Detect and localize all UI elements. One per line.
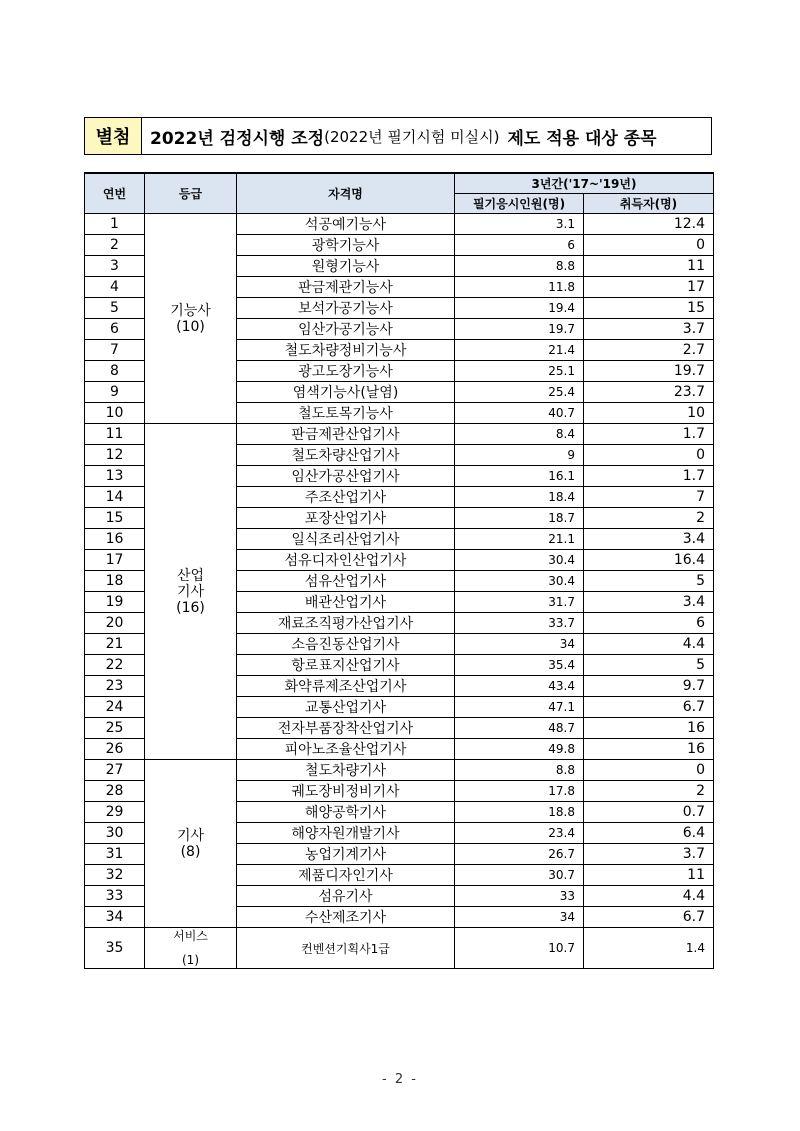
row-number: 17 xyxy=(85,550,145,571)
applicants-value: 43.4 xyxy=(455,676,584,697)
qualification-name: 광고도장기능사 xyxy=(237,361,455,382)
qualification-name: 교통산업기사 xyxy=(237,697,455,718)
row-number: 32 xyxy=(85,865,145,886)
row-number: 10 xyxy=(85,403,145,424)
qualification-name: 임산가공산업기사 xyxy=(237,466,455,487)
row-number: 14 xyxy=(85,487,145,508)
qualification-name: 섬유산업기사 xyxy=(237,571,455,592)
acquirers-value: 2 xyxy=(584,781,714,802)
row-number: 1 xyxy=(85,214,145,235)
acquirers-value: 5 xyxy=(584,571,714,592)
row-number: 2 xyxy=(85,235,145,256)
applicants-value: 8.8 xyxy=(455,760,584,781)
acquirers-value: 17 xyxy=(584,277,714,298)
grade-count: (10) xyxy=(176,318,205,335)
qualification-name: 판금제관기능사 xyxy=(237,277,455,298)
qualification-name: 화약류제조산업기사 xyxy=(237,676,455,697)
row-number: 19 xyxy=(85,592,145,613)
row-number: 8 xyxy=(85,361,145,382)
table-row xyxy=(85,424,714,445)
table-body xyxy=(85,214,714,969)
applicants-value: 33 xyxy=(455,886,584,907)
applicants-value: 25.1 xyxy=(455,361,584,382)
applicants-value: 21.4 xyxy=(455,340,584,361)
row-number: 6 xyxy=(85,319,145,340)
qualification-name: 섬유기사 xyxy=(237,886,455,907)
row-number: 30 xyxy=(85,823,145,844)
row-number: 33 xyxy=(85,886,145,907)
qualification-name: 섬유디자인산업기사 xyxy=(237,550,455,571)
qualification-name: 제품디자인기사 xyxy=(237,865,455,886)
applicants-value: 23.4 xyxy=(455,823,584,844)
qualification-name: 원형기능사 xyxy=(237,256,455,277)
grade-cell xyxy=(145,424,237,760)
applicants-value: 25.4 xyxy=(455,382,584,403)
header-no: 연번 xyxy=(85,173,145,214)
row-number: 3 xyxy=(85,256,145,277)
row-number: 23 xyxy=(85,676,145,697)
grade-cell xyxy=(145,928,237,969)
acquirers-value: 3.4 xyxy=(584,592,714,613)
applicants-value: 33.7 xyxy=(455,613,584,634)
row-number: 18 xyxy=(85,571,145,592)
applicants-value: 19.7 xyxy=(455,319,584,340)
row-number: 27 xyxy=(85,760,145,781)
grade-label: 서비스 xyxy=(173,929,208,943)
acquirers-value: 9.7 xyxy=(584,676,714,697)
row-number: 11 xyxy=(85,424,145,445)
qualification-name: 광학기능사 xyxy=(237,235,455,256)
qualification-name: 농업기계기사 xyxy=(237,844,455,865)
applicants-value: 18.7 xyxy=(455,508,584,529)
acquirers-value: 4.4 xyxy=(584,634,714,655)
applicants-value: 48.7 xyxy=(455,718,584,739)
qualification-name: 해양자원개발기사 xyxy=(237,823,455,844)
applicants-value: 30.4 xyxy=(455,550,584,571)
acquirers-value: 15 xyxy=(584,298,714,319)
acquirers-value: 7 xyxy=(584,487,714,508)
applicants-value: 31.7 xyxy=(455,592,584,613)
qualification-name: 염색기능사(날염) xyxy=(237,382,455,403)
acquirers-value: 6.7 xyxy=(584,697,714,718)
acquirers-value: 19.7 xyxy=(584,361,714,382)
grade-cell xyxy=(145,760,237,928)
table-row xyxy=(85,214,714,235)
acquirers-value: 6.4 xyxy=(584,823,714,844)
applicants-value: 16.1 xyxy=(455,466,584,487)
qualification-name: 석공예기능사 xyxy=(237,214,455,235)
grade-count: (8) xyxy=(180,843,201,860)
qualification-name: 포장산업기사 xyxy=(237,508,455,529)
acquirers-value: 10 xyxy=(584,403,714,424)
qualification-name: 해양공학기사 xyxy=(237,802,455,823)
applicants-value: 8.8 xyxy=(455,256,584,277)
header-name: 자격명 xyxy=(237,173,455,214)
eligible-qualifications-table xyxy=(84,172,714,969)
acquirers-value: 4.4 xyxy=(584,886,714,907)
header-applicants: 필기응시인원(명) xyxy=(455,194,584,214)
acquirers-value: 6 xyxy=(584,613,714,634)
applicants-value: 17.8 xyxy=(455,781,584,802)
acquirers-value: 16.4 xyxy=(584,550,714,571)
row-number: 5 xyxy=(85,298,145,319)
row-number: 16 xyxy=(85,529,145,550)
applicants-value: 19.4 xyxy=(455,298,584,319)
title-paren: (2022년 필기시험 미실시) xyxy=(324,127,500,146)
acquirers-value: 0 xyxy=(584,235,714,256)
grade-count: (16) xyxy=(176,599,205,616)
table-row xyxy=(85,760,714,781)
grade-count: (1) xyxy=(182,953,199,967)
qualification-name: 항로표지산업기사 xyxy=(237,655,455,676)
qualification-name: 궤도장비정비기사 xyxy=(237,781,455,802)
row-number: 20 xyxy=(85,613,145,634)
acquirers-value: 16 xyxy=(584,739,714,760)
acquirers-value: 11 xyxy=(584,865,714,886)
applicants-value: 49.8 xyxy=(455,739,584,760)
acquirers-value: 3.7 xyxy=(584,844,714,865)
document-title xyxy=(142,118,711,154)
acquirers-value: 1.7 xyxy=(584,466,714,487)
acquirers-value: 0 xyxy=(584,445,714,466)
row-number: 9 xyxy=(85,382,145,403)
header-period: 3년간('17~'19년) xyxy=(455,173,714,194)
acquirers-value: 1.7 xyxy=(584,424,714,445)
applicants-value: 30.7 xyxy=(455,865,584,886)
row-number: 22 xyxy=(85,655,145,676)
qualification-name: 철도차량기사 xyxy=(237,760,455,781)
applicants-value: 34 xyxy=(455,634,584,655)
applicants-value: 47.1 xyxy=(455,697,584,718)
grade-label: 산업 기사 xyxy=(176,567,205,600)
applicants-value: 40.7 xyxy=(455,403,584,424)
row-number: 13 xyxy=(85,466,145,487)
applicants-value: 9 xyxy=(455,445,584,466)
row-number: 34 xyxy=(85,907,145,928)
applicants-value: 8.4 xyxy=(455,424,584,445)
qualification-name: 철도차량정비기능사 xyxy=(237,340,455,361)
acquirers-value: 5 xyxy=(584,655,714,676)
qualification-name: 수산제조기사 xyxy=(237,907,455,928)
acquirers-value: 12.4 xyxy=(584,214,714,235)
grade-label: 기능사 xyxy=(170,302,211,319)
qualification-name: 철도차량산업기사 xyxy=(237,445,455,466)
applicants-value: 21.1 xyxy=(455,529,584,550)
acquirers-value: 2 xyxy=(584,508,714,529)
acquirers-value: 6.7 xyxy=(584,907,714,928)
applicants-value: 18.4 xyxy=(455,487,584,508)
qualification-name: 피아노조율산업기사 xyxy=(237,739,455,760)
acquirers-value: 1.4 xyxy=(584,928,714,969)
title-main: 2022년 검정시행 조정 xyxy=(150,128,325,149)
row-number: 28 xyxy=(85,781,145,802)
acquirers-value: 0 xyxy=(584,760,714,781)
row-number: 24 xyxy=(85,697,145,718)
acquirers-value: 11 xyxy=(584,256,714,277)
row-number: 35 xyxy=(85,928,145,969)
acquirers-value: 0.7 xyxy=(584,802,714,823)
qualification-name: 전자부품장착산업기사 xyxy=(237,718,455,739)
qualification-name: 보석가공기능사 xyxy=(237,298,455,319)
row-number: 7 xyxy=(85,340,145,361)
row-number: 31 xyxy=(85,844,145,865)
qualification-name: 주조산업기사 xyxy=(237,487,455,508)
grade-label: 기사 xyxy=(176,827,205,844)
header-grade: 등급 xyxy=(145,173,237,214)
attachment-tag: 별첨 xyxy=(85,118,142,154)
row-number: 12 xyxy=(85,445,145,466)
qualification-name: 컨벤션기획사1급 xyxy=(237,928,455,969)
applicants-value: 6 xyxy=(455,235,584,256)
header-acquirers: 취득자(명) xyxy=(584,194,714,214)
table-row xyxy=(85,928,714,969)
row-number: 25 xyxy=(85,718,145,739)
acquirers-value: 3.7 xyxy=(584,319,714,340)
acquirers-value: 23.7 xyxy=(584,382,714,403)
applicants-value: 30.4 xyxy=(455,571,584,592)
row-number: 21 xyxy=(85,634,145,655)
applicants-value: 26.7 xyxy=(455,844,584,865)
applicants-value: 3.1 xyxy=(455,214,584,235)
row-number: 29 xyxy=(85,802,145,823)
applicants-value: 34 xyxy=(455,907,584,928)
qualification-name: 판금제관산업기사 xyxy=(237,424,455,445)
applicants-value: 35.4 xyxy=(455,655,584,676)
row-number: 15 xyxy=(85,508,145,529)
qualification-name: 철도토목기능사 xyxy=(237,403,455,424)
applicants-value: 18.8 xyxy=(455,802,584,823)
acquirers-value: 3.4 xyxy=(584,529,714,550)
grade-cell xyxy=(145,214,237,424)
applicants-value: 11.8 xyxy=(455,277,584,298)
qualification-name: 일식조리산업기사 xyxy=(237,529,455,550)
row-number: 26 xyxy=(85,739,145,760)
applicants-value: 10.7 xyxy=(455,928,584,969)
qualification-name: 재료조직평가산업기사 xyxy=(237,613,455,634)
acquirers-value: 2.7 xyxy=(584,340,714,361)
page-number: - 2 - xyxy=(382,1072,418,1087)
acquirers-value: 16 xyxy=(584,718,714,739)
row-number: 4 xyxy=(85,277,145,298)
title-box xyxy=(84,117,712,155)
qualification-name: 배관산업기사 xyxy=(237,592,455,613)
qualification-name: 임산가공기능사 xyxy=(237,319,455,340)
title-tail: 제도 적용 대상 종목 xyxy=(507,128,657,149)
qualification-name: 소음진동산업기사 xyxy=(237,634,455,655)
